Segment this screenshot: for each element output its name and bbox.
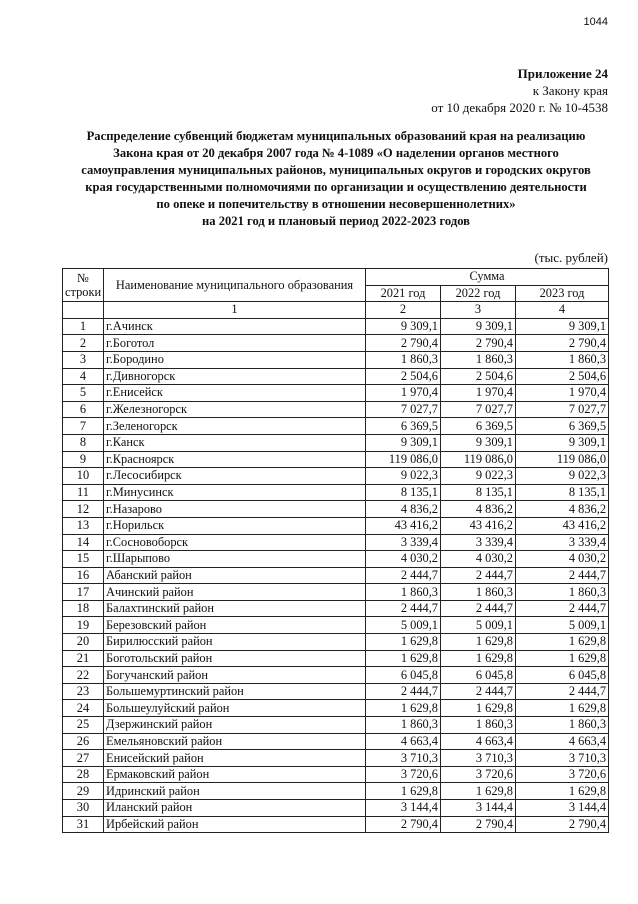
amount-2022: 7 027,7 [441, 401, 516, 418]
amount-2021: 1 860,3 [366, 584, 441, 601]
municipality-name: г.Енисейск [104, 385, 366, 402]
amount-2022: 1 629,8 [441, 783, 516, 800]
amount-2023: 3 339,4 [516, 534, 609, 551]
table-row [63, 468, 609, 485]
amount-2022: 5 009,1 [441, 617, 516, 634]
amount-2023: 1 860,3 [516, 351, 609, 368]
amount-2022: 3 144,4 [441, 800, 516, 817]
amount-2021: 1 629,8 [366, 700, 441, 717]
index-cell: 2 [366, 302, 441, 319]
amount-2022: 119 086,0 [441, 451, 516, 468]
row-number: 27 [63, 750, 104, 767]
amount-2022: 3 339,4 [441, 534, 516, 551]
title-line: края государственными полномочиями по организации и осуществлению деятельности [85, 180, 587, 194]
municipality-name: г.Железногорск [104, 401, 366, 418]
row-number: 8 [63, 434, 104, 451]
municipality-name: г.Шарыпово [104, 551, 366, 568]
municipality-name: Бирилюсский район [104, 634, 366, 651]
table-row [63, 667, 609, 684]
index-cell: 4 [516, 302, 609, 319]
amount-2022: 1 860,3 [441, 351, 516, 368]
amount-2021: 6 369,5 [366, 418, 441, 435]
row-number: 17 [63, 584, 104, 601]
header-name: Наименование муниципального образования [104, 269, 366, 302]
amount-2022: 1 970,4 [441, 385, 516, 402]
municipality-name: Абанский район [104, 567, 366, 584]
amount-2022: 2 444,7 [441, 567, 516, 584]
table-row [63, 750, 609, 767]
amount-2022: 6 369,5 [441, 418, 516, 435]
header-2023: 2023 год [516, 285, 609, 302]
header-sum: Сумма [366, 269, 609, 286]
municipality-name: Иланский район [104, 800, 366, 817]
table-row [63, 683, 609, 700]
table-row [63, 800, 609, 817]
row-number: 20 [63, 634, 104, 651]
row-number: 26 [63, 733, 104, 750]
appendix-title: Приложение 24 [517, 66, 608, 81]
amount-2022: 1 860,3 [441, 717, 516, 734]
amount-2021: 4 663,4 [366, 733, 441, 750]
index-cell [63, 302, 104, 319]
table-row [63, 584, 609, 601]
municipality-name: г.Бородино [104, 351, 366, 368]
row-number: 10 [63, 468, 104, 485]
amount-2023: 1 629,8 [516, 650, 609, 667]
municipality-name: г.Зеленогорск [104, 418, 366, 435]
appendix-line-3: от 10 декабря 2020 г. № 10-4538 [431, 100, 608, 115]
table-row [63, 484, 609, 501]
table-row [63, 700, 609, 717]
amount-2023: 9 022,3 [516, 468, 609, 485]
amount-2022: 2 790,4 [441, 335, 516, 352]
row-number: 28 [63, 766, 104, 783]
municipality-name: Большеулуйский район [104, 700, 366, 717]
municipality-name: г.Боготол [104, 335, 366, 352]
amount-2022: 43 416,2 [441, 517, 516, 534]
amount-2023: 2 790,4 [516, 816, 609, 833]
amount-2023: 2 444,7 [516, 600, 609, 617]
row-number: 13 [63, 517, 104, 534]
header-2022: 2022 год [441, 285, 516, 302]
table-row [63, 634, 609, 651]
row-number: 6 [63, 401, 104, 418]
municipality-name: г.Сосновоборск [104, 534, 366, 551]
title-line: Распределение субвенций бюджетам муниципальных образований края на реализацию [86, 129, 586, 143]
table-row [63, 434, 609, 451]
table-row [63, 717, 609, 734]
amount-2023: 7 027,7 [516, 401, 609, 418]
table-row [63, 617, 609, 634]
document-title [62, 128, 610, 230]
amount-2022: 4 663,4 [441, 733, 516, 750]
page-number: 1044 [583, 16, 608, 28]
amount-2023: 6 369,5 [516, 418, 609, 435]
amount-2021: 2 790,4 [366, 335, 441, 352]
amount-2022: 4 030,2 [441, 551, 516, 568]
row-number: 14 [63, 534, 104, 551]
amount-2023: 4 663,4 [516, 733, 609, 750]
amount-2022: 1 629,8 [441, 650, 516, 667]
row-number: 21 [63, 650, 104, 667]
amount-2021: 2 444,7 [366, 567, 441, 584]
index-cell: 1 [104, 302, 366, 319]
amount-2022: 8 135,1 [441, 484, 516, 501]
amount-2021: 1 860,3 [366, 717, 441, 734]
table-row [63, 368, 609, 385]
amount-2021: 2 444,7 [366, 683, 441, 700]
municipality-name: г.Канск [104, 434, 366, 451]
amount-2021: 3 144,4 [366, 800, 441, 817]
amount-2023: 6 045,8 [516, 667, 609, 684]
amount-2021: 2 444,7 [366, 600, 441, 617]
amount-2021: 2 790,4 [366, 816, 441, 833]
amount-2021: 9 309,1 [366, 318, 441, 335]
amount-2023: 1 629,8 [516, 700, 609, 717]
row-number: 19 [63, 617, 104, 634]
amount-2022: 1 860,3 [441, 584, 516, 601]
amount-2021: 1 860,3 [366, 351, 441, 368]
municipality-name: г.Минусинск [104, 484, 366, 501]
amount-2023: 119 086,0 [516, 451, 609, 468]
table-row [63, 567, 609, 584]
table-row [63, 816, 609, 833]
table-row [63, 418, 609, 435]
amount-2023: 43 416,2 [516, 517, 609, 534]
title-line: Закона края от 20 декабря 2007 года № 4-1089 «О наделении органов местного [113, 146, 559, 160]
amount-2022: 2 444,7 [441, 600, 516, 617]
amount-2023: 9 309,1 [516, 318, 609, 335]
amount-2021: 5 009,1 [366, 617, 441, 634]
amount-2022: 1 629,8 [441, 634, 516, 651]
amount-2021: 43 416,2 [366, 517, 441, 534]
row-number: 25 [63, 717, 104, 734]
row-number: 4 [63, 368, 104, 385]
amount-2023: 1 629,8 [516, 634, 609, 651]
amount-2021: 1 629,8 [366, 634, 441, 651]
amount-2022: 2 444,7 [441, 683, 516, 700]
appendix-line-2: к Закону края [532, 83, 608, 98]
amount-2021: 1 629,8 [366, 783, 441, 800]
table-row [63, 551, 609, 568]
amount-2022: 3 710,3 [441, 750, 516, 767]
table-row [63, 501, 609, 518]
header-row-number: № строки [63, 269, 104, 302]
table-row [63, 351, 609, 368]
header-row [63, 269, 609, 286]
index-cell: 3 [441, 302, 516, 319]
municipality-name: Березовский район [104, 617, 366, 634]
amount-2021: 3 720,6 [366, 766, 441, 783]
amount-2023: 2 444,7 [516, 567, 609, 584]
amount-2021: 2 504,6 [366, 368, 441, 385]
row-number: 11 [63, 484, 104, 501]
amount-2023: 3 710,3 [516, 750, 609, 767]
municipality-name: Ачинский район [104, 584, 366, 601]
amount-2023: 1 860,3 [516, 584, 609, 601]
amount-2021: 4 030,2 [366, 551, 441, 568]
amount-2022: 1 629,8 [441, 700, 516, 717]
table-row [63, 600, 609, 617]
row-number: 18 [63, 600, 104, 617]
table-row [63, 451, 609, 468]
municipality-name: г.Дивногорск [104, 368, 366, 385]
subsidy-table [62, 268, 609, 833]
row-number: 7 [63, 418, 104, 435]
amount-2021: 7 027,7 [366, 401, 441, 418]
title-line: самоуправления муниципальных районов, муниципальных округов и городских округов [81, 163, 591, 177]
amount-2021: 9 022,3 [366, 468, 441, 485]
amount-2022: 9 309,1 [441, 318, 516, 335]
row-number: 9 [63, 451, 104, 468]
amount-2021: 9 309,1 [366, 434, 441, 451]
table-row [63, 401, 609, 418]
amount-2022: 3 720,6 [441, 766, 516, 783]
table-row [63, 385, 609, 402]
amount-2023: 1 970,4 [516, 385, 609, 402]
amount-2021: 1 970,4 [366, 385, 441, 402]
table-row [63, 318, 609, 335]
amount-2023: 2 790,4 [516, 335, 609, 352]
title-line: на 2021 год и плановый период 2022-2023 годов [202, 214, 470, 228]
amount-2022: 4 836,2 [441, 501, 516, 518]
municipality-name: Енисейский район [104, 750, 366, 767]
amount-2021: 1 629,8 [366, 650, 441, 667]
amount-2023: 2 504,6 [516, 368, 609, 385]
row-number: 5 [63, 385, 104, 402]
municipality-name: Балахтинский район [104, 600, 366, 617]
municipality-name: г.Лесосибирск [104, 468, 366, 485]
row-number: 24 [63, 700, 104, 717]
table-row [63, 534, 609, 551]
column-index-row [63, 302, 609, 319]
municipality-name: Богучанский район [104, 667, 366, 684]
amount-2023: 4 836,2 [516, 501, 609, 518]
municipality-name: Большемуртинский район [104, 683, 366, 700]
amount-2022: 2 790,4 [441, 816, 516, 833]
amount-2023: 5 009,1 [516, 617, 609, 634]
municipality-name: г.Красноярск [104, 451, 366, 468]
municipality-name: Ермаковский район [104, 766, 366, 783]
municipality-name: Емельяновский район [104, 733, 366, 750]
title-line: по опеке и попечительству в отношении несовершеннолетних» [156, 197, 516, 211]
municipality-name: Дзержинский район [104, 717, 366, 734]
table-row [63, 766, 609, 783]
amount-2023: 2 444,7 [516, 683, 609, 700]
amount-2023: 9 309,1 [516, 434, 609, 451]
row-number: 31 [63, 816, 104, 833]
amount-2021: 3 710,3 [366, 750, 441, 767]
municipality-name: Ирбейский район [104, 816, 366, 833]
municipality-name: г.Ачинск [104, 318, 366, 335]
amount-2021: 8 135,1 [366, 484, 441, 501]
row-number: 3 [63, 351, 104, 368]
row-number: 1 [63, 318, 104, 335]
amount-2023: 1 629,8 [516, 783, 609, 800]
municipality-name: Идринский район [104, 783, 366, 800]
amount-2022: 2 504,6 [441, 368, 516, 385]
row-number: 29 [63, 783, 104, 800]
table-row [63, 733, 609, 750]
row-number: 2 [63, 335, 104, 352]
row-number: 16 [63, 567, 104, 584]
row-number: 15 [63, 551, 104, 568]
row-number: 12 [63, 501, 104, 518]
table-row [63, 517, 609, 534]
municipality-name: Боготольский район [104, 650, 366, 667]
amount-2022: 9 022,3 [441, 468, 516, 485]
amount-2021: 6 045,8 [366, 667, 441, 684]
table-row [63, 335, 609, 352]
amount-2021: 119 086,0 [366, 451, 441, 468]
amount-2021: 4 836,2 [366, 501, 441, 518]
header-2021: 2021 год [366, 285, 441, 302]
amount-2023: 1 860,3 [516, 717, 609, 734]
row-number: 22 [63, 667, 104, 684]
table-row [63, 783, 609, 800]
amount-2022: 9 309,1 [441, 434, 516, 451]
amount-2023: 3 144,4 [516, 800, 609, 817]
amount-2022: 6 045,8 [441, 667, 516, 684]
amount-2023: 3 720,6 [516, 766, 609, 783]
amount-2023: 8 135,1 [516, 484, 609, 501]
municipality-name: г.Норильск [104, 517, 366, 534]
amount-2023: 4 030,2 [516, 551, 609, 568]
municipality-name: г.Назарово [104, 501, 366, 518]
row-number: 23 [63, 683, 104, 700]
table-row [63, 650, 609, 667]
units-label: (тыс. рублей) [534, 250, 608, 265]
row-number: 30 [63, 800, 104, 817]
amount-2021: 3 339,4 [366, 534, 441, 551]
